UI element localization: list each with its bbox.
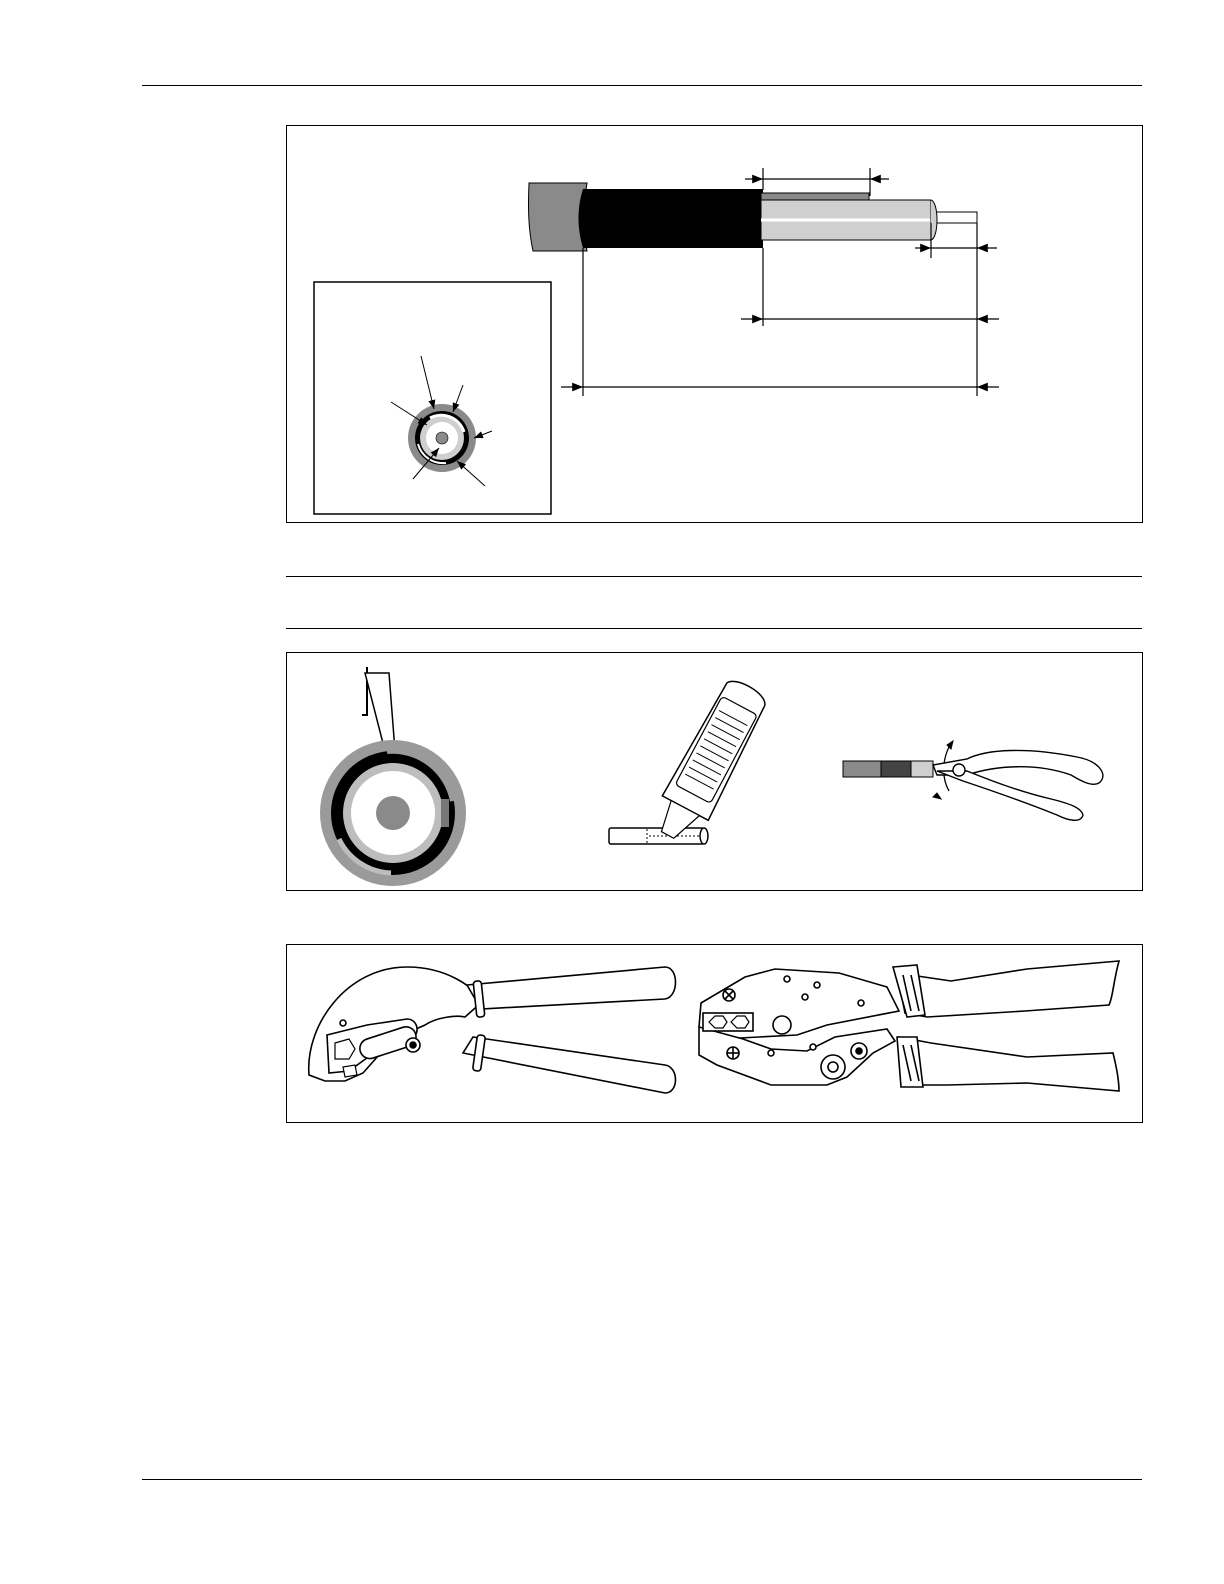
outer-jacket <box>528 183 587 251</box>
crimp-tool-round-head <box>309 967 676 1093</box>
cable-end-cut-illustration <box>320 667 466 886</box>
crimp-tools-figure <box>286 944 1143 1123</box>
coax-dimension-drawing <box>287 126 1142 522</box>
ratchet-crimp-tool <box>699 961 1119 1091</box>
braid-shield <box>579 189 764 248</box>
crimp-tools-drawing <box>287 945 1142 1122</box>
coax-cable <box>528 183 977 251</box>
stripping-steps-drawing <box>287 653 1142 890</box>
inner-conductor <box>931 212 977 223</box>
blade <box>365 673 395 751</box>
section-rule-bottom <box>286 628 1142 629</box>
section-rule-top <box>286 576 1142 577</box>
stripping-steps-figure <box>286 652 1143 891</box>
coax-dimension-figure <box>286 125 1143 523</box>
header-rule <box>142 85 1142 86</box>
shield-foil <box>761 193 869 200</box>
footer-rule <box>142 1479 1142 1480</box>
cross-section-inset <box>314 282 551 514</box>
pliers-twist-illustration <box>843 741 1103 820</box>
utility-knife-illustration <box>609 675 773 849</box>
